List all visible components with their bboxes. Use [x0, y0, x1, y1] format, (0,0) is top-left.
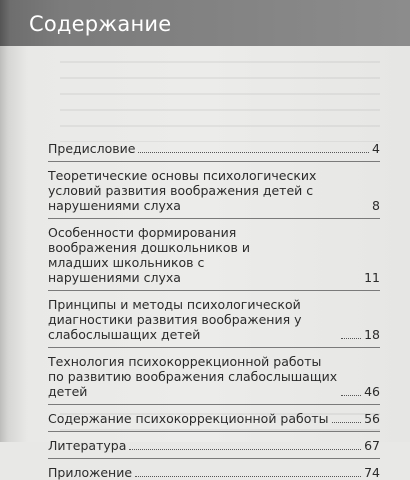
toc-entry	[48, 297, 380, 342]
leader-dots	[332, 421, 362, 423]
toc-entry-title: Особенности формирования воображения дошкольников и младших школьников с нарушениями слуха	[48, 225, 250, 285]
toc-entry	[48, 438, 380, 453]
divider	[48, 458, 380, 459]
toc-page-number: 11	[364, 270, 380, 285]
divider	[48, 431, 380, 432]
divider	[48, 290, 380, 291]
toc-page-number: 4	[372, 141, 380, 156]
toc-page-number: 67	[364, 438, 380, 453]
divider	[48, 347, 380, 348]
toc-entry	[48, 354, 380, 399]
table-of-contents	[48, 141, 380, 480]
leader-dots	[129, 448, 361, 450]
toc-page-number: 18	[364, 327, 380, 342]
leader-dots	[341, 394, 361, 396]
toc-entry	[48, 141, 380, 156]
bleed-through-text	[60, 52, 380, 142]
page-title: Содержание	[29, 12, 172, 36]
toc-page-number: 56	[364, 411, 380, 426]
toc-entry	[48, 411, 380, 426]
toc-entry	[48, 465, 380, 480]
leader-dots	[341, 337, 361, 339]
leader-dots	[138, 151, 369, 153]
divider	[48, 161, 380, 162]
divider	[48, 218, 380, 219]
toc-entry-title: Содержание психокоррекционной работы	[48, 411, 329, 426]
toc-entry	[48, 168, 380, 213]
toc-entry-title: Принципы и методы психологической диагностики развития воображения у слабослышащих детей	[48, 297, 302, 342]
toc-entry	[48, 225, 380, 285]
toc-page-number: 8	[372, 198, 380, 213]
toc-entry-title: Технология психокоррекционной работы по развитию воображения слабослышащих детей	[48, 354, 338, 399]
divider	[48, 404, 380, 405]
toc-page-number: 46	[364, 384, 380, 399]
toc-entry-title: Литература	[48, 438, 127, 453]
toc-entry-title: Приложение	[48, 465, 133, 480]
leader-dots	[135, 475, 361, 477]
header-band	[0, 0, 410, 46]
toc-entry-title: Предисловие	[48, 141, 136, 156]
toc-entry-title: Теоретические основы психологических условий развития воображения детей с нарушениями слуха	[48, 168, 317, 213]
toc-page-number: 74	[364, 465, 380, 480]
